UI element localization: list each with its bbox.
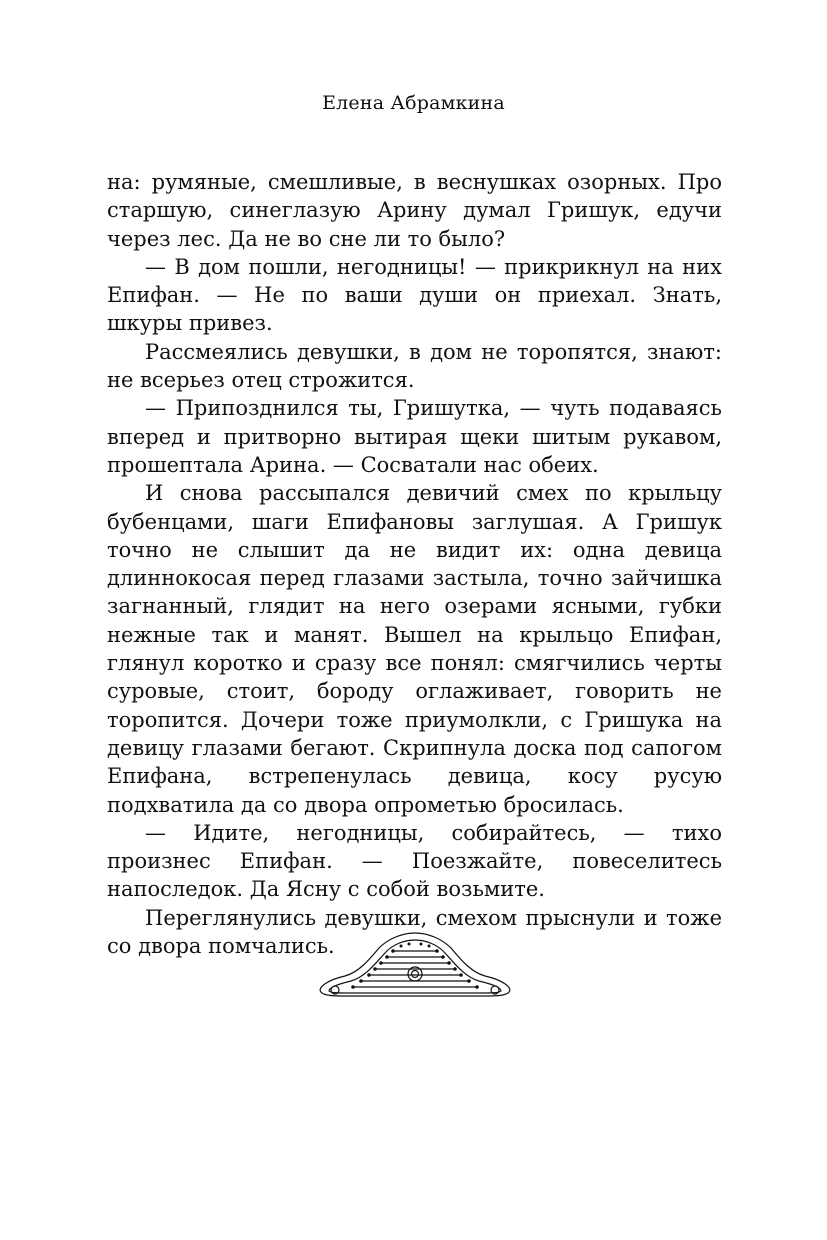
paragraph-dialogue-epifan: — В дом пошли, негодницы! — прикрикнул на них Епифан. — Не по ваши души он приехал. Знать, шкуры привез. xyxy=(107,254,722,336)
running-head-author: Елена Абрамкина xyxy=(322,92,505,114)
paragraph-ending: Переглянулись девушки, смехом прыснули и тоже со двора помчались. xyxy=(107,905,722,959)
paragraph-laughter: Рассмеялись девушки, в дом не торопятся, знают: не всерьез отец строжится. xyxy=(107,339,722,393)
paragraph-narrative: И снова рассыпался девичий смех по крыльцу бубенцами, шаги Епифановы заглушая. А Гришук точно не слышит да не видит их: одна девица длиннокосая перед глазами застыла, точно зайчишка загнанный, глядит на него озерами ясными, губки нежные так и манят. Вышел на крыльцо Епифан, глянул коротко и сразу все понял: смягчились черты суровые, стоит, бороду оглаживает, говорить не торопится. Дочери тоже приумолкли, с Гришука на девицу глазами бегают. Скрипнула доска под сапогом Епифана, встрепенулась девица, косу русую подхватила да со двора опрометью бросилась. xyxy=(107,481,722,817)
gusli-ornament-icon xyxy=(313,930,517,1006)
paragraph-dialogue-epifan-2: — Идите, негодницы, собирайтесь, — тихо произнес Епифан. — Поезжайте, повеселитесь напоследок. Да Ясну с собой возьмите. xyxy=(107,820,722,902)
main-text xyxy=(107,168,722,960)
paragraph-continuation: на: румяные, смешливые, в веснушках озорных. Про старшую, синеглазую Арину думал Гришук, едучи через лес. Да не во сне ли то было? xyxy=(107,170,722,251)
paragraph-dialogue-arina: — Припозднился ты, Гришутка, — чуть подаваясь вперед и притворно вытирая щеки шитым рукавом, прошептала Арина. — Сосватали нас обеих. xyxy=(107,396,722,477)
